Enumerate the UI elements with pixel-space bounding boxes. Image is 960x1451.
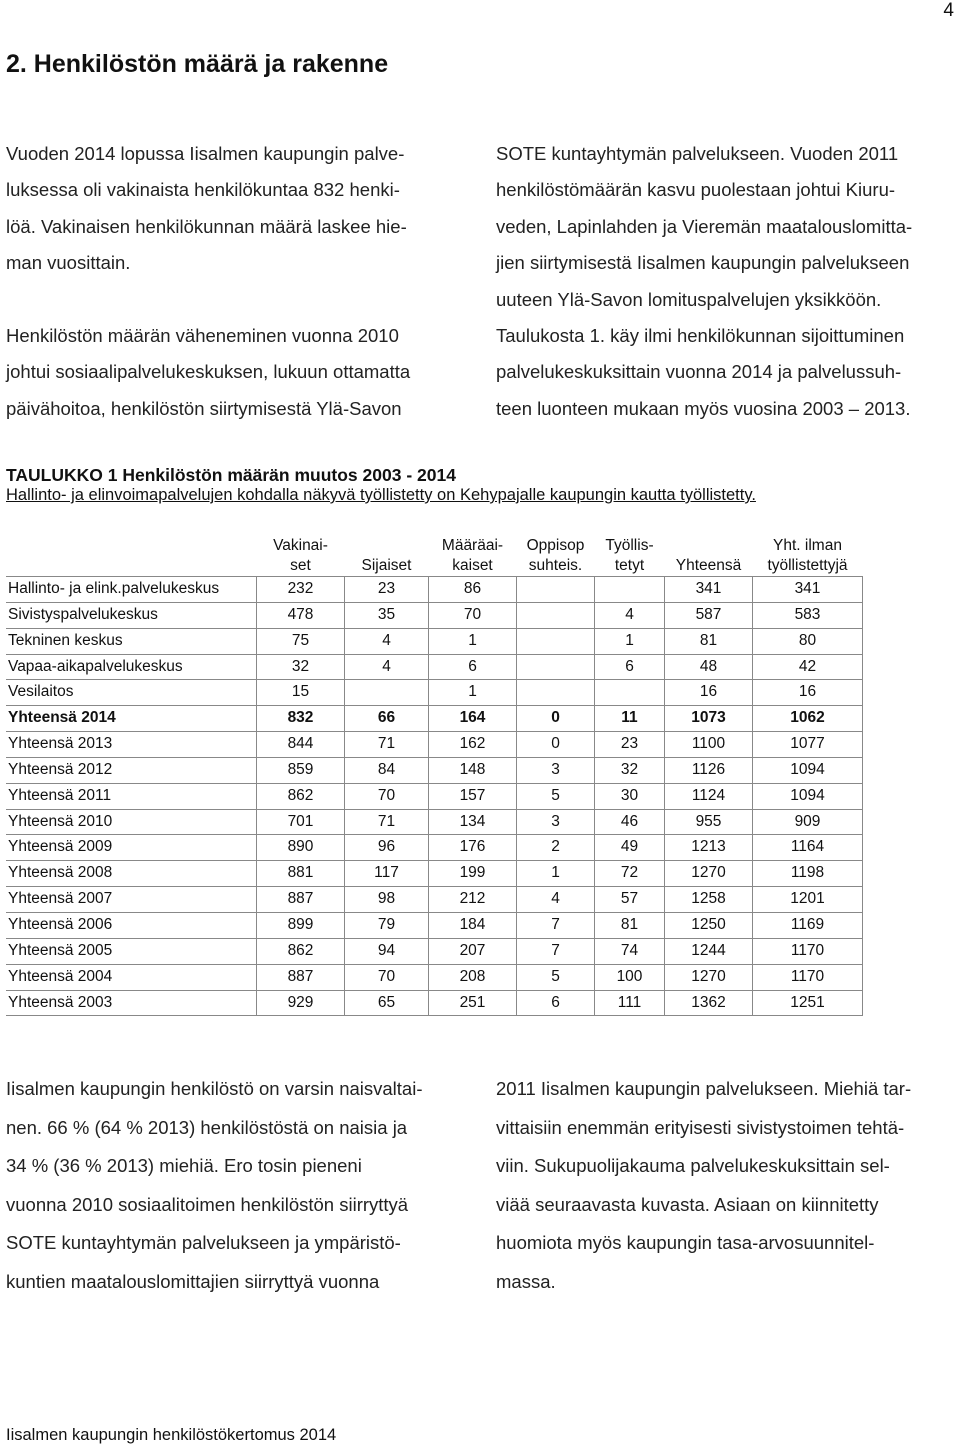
column-header [517,532,595,577]
table-cell: 1073 [665,706,753,732]
column-header-line1: Määräai- [441,537,504,554]
body-right-column [496,1070,958,1301]
text-line: päivähoitoa, henkilöstön siirtymisestä Ylä-Savon [6,397,402,419]
table-cell: 887 [257,887,345,913]
table-cell: 1077 [753,732,863,758]
table-cell: 23 [345,577,429,603]
table-cell: 207 [429,938,517,964]
text-line: johtui sosiaalipalvelukeskuksen, lukuun ottamatta [6,361,411,383]
table-cell: 70 [429,602,517,628]
text-line: uuteen Ylä-Savon lomituspalvelujen yksikköön. [496,288,882,310]
table-cell: 100 [595,964,665,990]
table-cell: 0 [517,732,595,758]
table-cell: 148 [429,757,517,783]
table-cell: 6 [429,654,517,680]
table-cell: 3 [517,757,595,783]
row-label: Hallinto- ja elink.palvelukeskus [6,577,257,603]
table-cell: 1124 [665,783,753,809]
table-cell: 16 [753,680,863,706]
table-cell: 117 [345,861,429,887]
text-line: 34 % (36 % 2013) miehiä. Ero tosin pieneni [6,1155,362,1176]
column-header-line1: Työllis- [605,537,654,554]
table-cell: 2 [517,835,595,861]
table-row [6,964,863,990]
table-cell: 881 [257,861,345,887]
table-cell: 1094 [753,757,863,783]
table-cell: 4 [345,654,429,680]
table-cell: 832 [257,706,345,732]
table-cell: 1251 [753,990,863,1016]
table-row [6,783,863,809]
table-row [6,602,863,628]
table-cell: 6 [517,990,595,1016]
text-line: 2011 Iisalmen kaupungin palvelukseen. Miehiä tar- [496,1078,912,1099]
table-cell: 71 [345,809,429,835]
table-row [6,809,863,835]
table-cell: 3 [517,809,595,835]
table-cell: 1213 [665,835,753,861]
row-label: Yhteensä 2007 [6,887,257,913]
table-cell: 66 [345,706,429,732]
staff-table [6,532,863,1016]
column-header-line2: Yhteensä [675,557,742,574]
text-line: SOTE kuntayhtymän palvelukseen. Vuoden 2011 [496,143,899,164]
row-label: Yhteensä 2004 [6,964,257,990]
text-line: löä. Vakinaisen henkilökunnan määrä laskee hie- [6,215,407,237]
table-cell: 65 [345,990,429,1016]
column-header [429,532,517,577]
table-cell [517,628,595,654]
table-cell: 134 [429,809,517,835]
table-row [6,835,863,861]
table-cell: 1094 [753,783,863,809]
table-cell: 71 [345,732,429,758]
row-label: Yhteensä 2003 [6,990,257,1016]
table-cell: 70 [345,964,429,990]
text-line: veden, Lapinlahden ja Vieremän maatalouslomitta- [496,215,913,237]
table-cell [595,680,665,706]
column-header [595,532,665,577]
table-cell [345,680,429,706]
table-row [6,628,863,654]
page-number: 4 [943,0,954,21]
text-line: vittaisiin enemmän erityisesti sivistystoimen tehtä- [496,1116,905,1138]
table-cell: 1126 [665,757,753,783]
text-line: SOTE kuntayhtymän palvelukseen ja ympäristö- [6,1232,401,1253]
table-cell: 184 [429,912,517,938]
table-cell: 1198 [753,861,863,887]
table-body [6,577,863,1016]
table-cell: 208 [429,964,517,990]
section-heading: 2. Henkilöstön määrä ja rakenne [6,50,389,78]
row-label: Yhteensä 2009 [6,835,257,861]
table-cell: 909 [753,809,863,835]
text-line: henkilöstömäärän kasvu puolestaan johtui Kiuru- [496,179,896,201]
column-header [6,532,257,577]
table-cell: 164 [429,706,517,732]
table-header-row [6,532,863,577]
text-line [6,282,461,318]
column-header [345,532,429,577]
table-row [6,938,863,964]
text-line: Iisalmen kaupungin henkilöstö on varsin naisvaltai- [6,1078,423,1099]
table-cell: 94 [345,938,429,964]
table-cell [517,602,595,628]
text-line: nen. 66 % (64 % 2013) henkilöstöstä on naisia ja [6,1116,408,1138]
table-cell: 79 [345,912,429,938]
text-line: palvelukeskuksittain vuonna 2014 ja palvelussuh- [496,361,902,383]
table-cell: 32 [595,757,665,783]
text-line: massa. [496,1270,556,1292]
row-label: Yhteensä 2005 [6,938,257,964]
table-cell: 7 [517,912,595,938]
table-cell: 1170 [753,964,863,990]
column-header-line2: set [290,557,311,574]
column-header-line2: suhteis. [528,557,583,574]
table-cell: 42 [753,654,863,680]
table-row [6,887,863,913]
row-label: Yhteensä 2013 [6,732,257,758]
intro-right-column [496,136,958,427]
row-label: Yhteensä 2014 [6,706,257,732]
table-cell: 862 [257,783,345,809]
table-cell: 583 [753,602,863,628]
table-cell: 899 [257,912,345,938]
table-subtitle: Hallinto- ja elinvoimapalvelujen kohdalla näkyvä työllistetty on Kehypajalle kaupungin kautta työllistetty. [6,486,756,504]
table-cell: 7 [517,938,595,964]
intro-left-column [6,136,461,427]
table-cell: 1244 [665,938,753,964]
table-cell: 232 [257,577,345,603]
table-cell: 844 [257,732,345,758]
table-cell: 341 [753,577,863,603]
table-cell: 1 [595,628,665,654]
table-cell: 199 [429,861,517,887]
table-cell: 6 [595,654,665,680]
table-cell: 1270 [665,861,753,887]
table-title: TAULUKKO 1 Henkilöstön määrän muutos 2003 - 2014 [6,465,456,485]
table-cell: 30 [595,783,665,809]
text-line: jien siirtymisestä Iisalmen kaupungin palvelukseen [496,252,910,274]
table-cell: 48 [665,654,753,680]
row-label: Yhteensä 2008 [6,861,257,887]
table-cell: 57 [595,887,665,913]
table-cell: 4 [517,887,595,913]
text-line: luksessa oli vakinaista henkilökuntaa 832 henki- [6,179,400,201]
table-cell: 4 [345,628,429,654]
table-row [6,861,863,887]
table-cell: 0 [517,706,595,732]
text-line: Vuoden 2014 lopussa Iisalmen kaupungin palve- [6,143,405,164]
table-cell: 1062 [753,706,863,732]
table-cell: 15 [257,680,345,706]
table-cell [517,654,595,680]
table-cell: 1 [429,628,517,654]
row-label: Sivistyspalvelukeskus [6,602,257,628]
column-header [665,532,753,577]
table-cell: 86 [429,577,517,603]
column-header-line2: tetyt [614,557,645,574]
table-cell: 862 [257,938,345,964]
table-row [6,680,863,706]
table-cell: 1270 [665,964,753,990]
table-cell [517,680,595,706]
table-cell: 1100 [665,732,753,758]
table-cell: 81 [595,912,665,938]
table-cell: 70 [345,783,429,809]
column-header [257,532,345,577]
table-cell: 1 [517,861,595,887]
column-header-line2: kaiset [452,557,493,574]
table-cell: 162 [429,732,517,758]
table-cell: 701 [257,809,345,835]
table-cell: 1170 [753,938,863,964]
table-cell: 341 [665,577,753,603]
table-cell: 887 [257,964,345,990]
table-cell [595,577,665,603]
table-cell: 16 [665,680,753,706]
table-row [6,990,863,1016]
text-line: vuonna 2010 sosiaalitoimen henkilöstön siirryttyä [6,1193,409,1215]
page-footer: Iisalmen kaupungin henkilöstökertomus 2014 [6,1426,337,1444]
row-label: Yhteensä 2006 [6,912,257,938]
table-cell: 1164 [753,835,863,861]
text-line: viää seuraavasta kuvasta. Asiaan on kiinnitetty [496,1193,879,1215]
table-cell: 587 [665,602,753,628]
row-label: Yhteensä 2010 [6,809,257,835]
text-line: man vuosittain. [6,252,131,274]
table-cell: 1250 [665,912,753,938]
table-cell: 478 [257,602,345,628]
table-cell: 1362 [665,990,753,1016]
table-cell: 212 [429,887,517,913]
column-header-line1: Yht. ilman [773,537,842,554]
table-cell: 75 [257,628,345,654]
table-cell: 890 [257,835,345,861]
column-header-line2: Sijaiset [361,557,412,574]
table-cell: 49 [595,835,665,861]
table-cell: 4 [595,602,665,628]
column-header-line1: Oppisop [526,537,585,554]
table-cell: 32 [257,654,345,680]
column-header-line1: Vakinai- [273,537,328,554]
table-cell: 81 [665,628,753,654]
table-cell [517,577,595,603]
table-cell: 111 [595,990,665,1016]
text-line: Taulukosta 1. käy ilmi henkilökunnan sijoittuminen [496,324,905,346]
table-cell: 157 [429,783,517,809]
table-cell: 23 [595,732,665,758]
table-cell: 98 [345,887,429,913]
table-cell: 80 [753,628,863,654]
table-cell: 46 [595,809,665,835]
table-cell: 176 [429,835,517,861]
table-cell: 955 [665,809,753,835]
table-row [6,757,863,783]
row-label: Yhteensä 2012 [6,757,257,783]
table-row [6,654,863,680]
text-line: Henkilöstön määrän väheneminen vuonna 2010 [6,324,399,346]
table-cell: 859 [257,757,345,783]
table-cell: 1 [429,680,517,706]
row-label: Tekninen keskus [6,628,257,654]
table-row [6,577,863,603]
text-line: kuntien maatalouslomittajien siirryttyä vuonna [6,1270,380,1292]
table-cell: 96 [345,835,429,861]
text-line: viin. Sukupuolijakauma palvelukeskuksittain sel- [496,1155,890,1176]
row-label: Vapaa-aikapalvelukeskus [6,654,257,680]
column-header-line2: työllistettyjä [767,557,848,574]
text-line: huomiota myös kaupungin tasa-arvosuunnitel- [496,1232,875,1253]
table-cell: 84 [345,757,429,783]
table-cell: 35 [345,602,429,628]
table-cell: 251 [429,990,517,1016]
table-row [6,706,863,732]
table-cell: 1258 [665,887,753,913]
table-cell: 5 [517,964,595,990]
table-cell: 5 [517,783,595,809]
text-line: teen luonteen mukaan myös vuosina 2003 – 2013. [496,397,911,419]
row-label: Vesilaitos [6,680,257,706]
table-cell: 1201 [753,887,863,913]
table-cell: 11 [595,706,665,732]
table-row [6,912,863,938]
table-cell: 74 [595,938,665,964]
table-cell: 929 [257,990,345,1016]
table-cell: 1169 [753,912,863,938]
column-header [753,532,863,577]
row-label: Yhteensä 2011 [6,783,257,809]
body-left-column [6,1070,476,1301]
table-row [6,732,863,758]
table-cell: 72 [595,861,665,887]
